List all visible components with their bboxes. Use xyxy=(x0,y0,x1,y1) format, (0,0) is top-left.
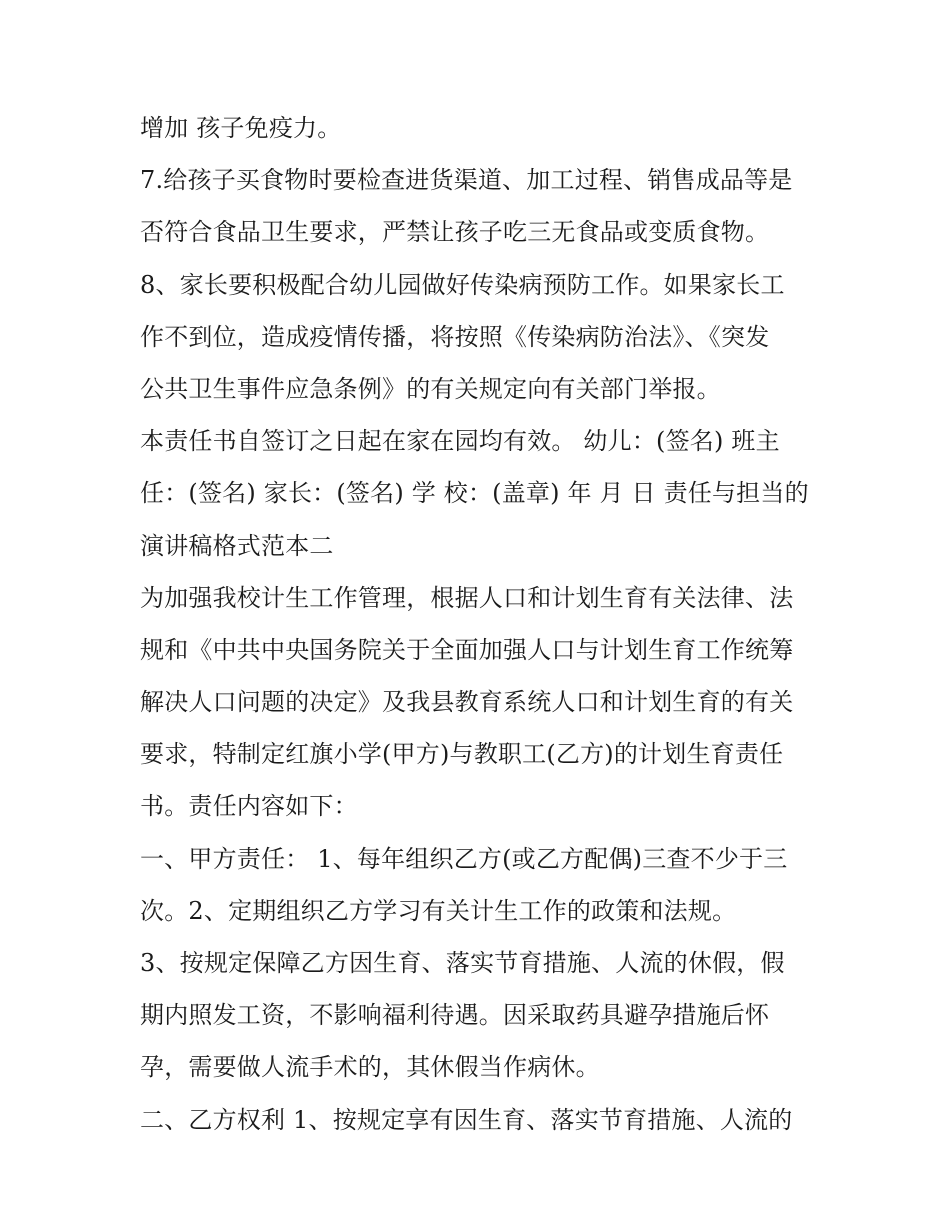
text-line: 期内照发工资，不影响福利待遇。因采取药具避孕措施后怀 xyxy=(140,1001,770,1030)
text-line: 一、甲方责任： 1、每年组织乙方(或乙方配偶)三查不少于三 xyxy=(140,844,788,873)
text-line: 8、家长要积极配合幼儿园做好传染病预防工作。如果家长工 xyxy=(140,270,785,299)
text-line: 孕，需要做人流手术的，其休假当作病休。 xyxy=(140,1053,600,1082)
text-line: 为加强我校计生工作管理，根据人口和计划生育有关法律、法 xyxy=(140,583,794,612)
text-line: 作不到位，造成疫情传播，将按照《传染病防治法》、《突发 xyxy=(140,322,770,351)
text-line: 公共卫生事件应急条例》的有关规定向有关部门举报。 xyxy=(140,374,721,403)
text-line: 次。2、定期组织乙方学习有关计生工作的政策和法规。 xyxy=(140,896,737,925)
text-line: 否符合食品卫生要求，严禁让孩子吃三无食品或变质食物。 xyxy=(140,218,770,247)
text-line: 解决人口问题的决定》及我县教育系统人口和计划生育的有关 xyxy=(140,688,794,717)
document-body xyxy=(140,102,820,1146)
text-line: 本责任书自签订之日起在家在园均有效。 幼儿：(签名) 班主 xyxy=(140,427,780,456)
text-line: 书。责任内容如下： xyxy=(140,792,358,821)
text-line: 增加 孩子免疫力。 xyxy=(140,114,342,142)
text-line: 7.给孩子买食物时要检查进货渠道、加工过程、销售成品等是 xyxy=(140,166,793,195)
text-line: 3、按规定保障乙方因生育、落实节育措施、人流的休假，假 xyxy=(140,949,785,977)
text-line: 任：(签名) 家长：(签名) 学 校：(盖章) 年 月 日 责任与担当的 xyxy=(140,479,809,508)
text-line: 二、乙方权利 1、按规定享有因生育、落实节育措施、人流的 xyxy=(140,1105,793,1134)
text-line: 规和《中共中央国务院关于全面加强人口与计划生育工作统筹 xyxy=(140,635,794,664)
text-line: 要求，特制定红旗小学(甲方)与教职工(乙方)的计划生育责任 xyxy=(140,740,784,769)
text-line: 演讲稿格式范本二 xyxy=(140,531,334,560)
